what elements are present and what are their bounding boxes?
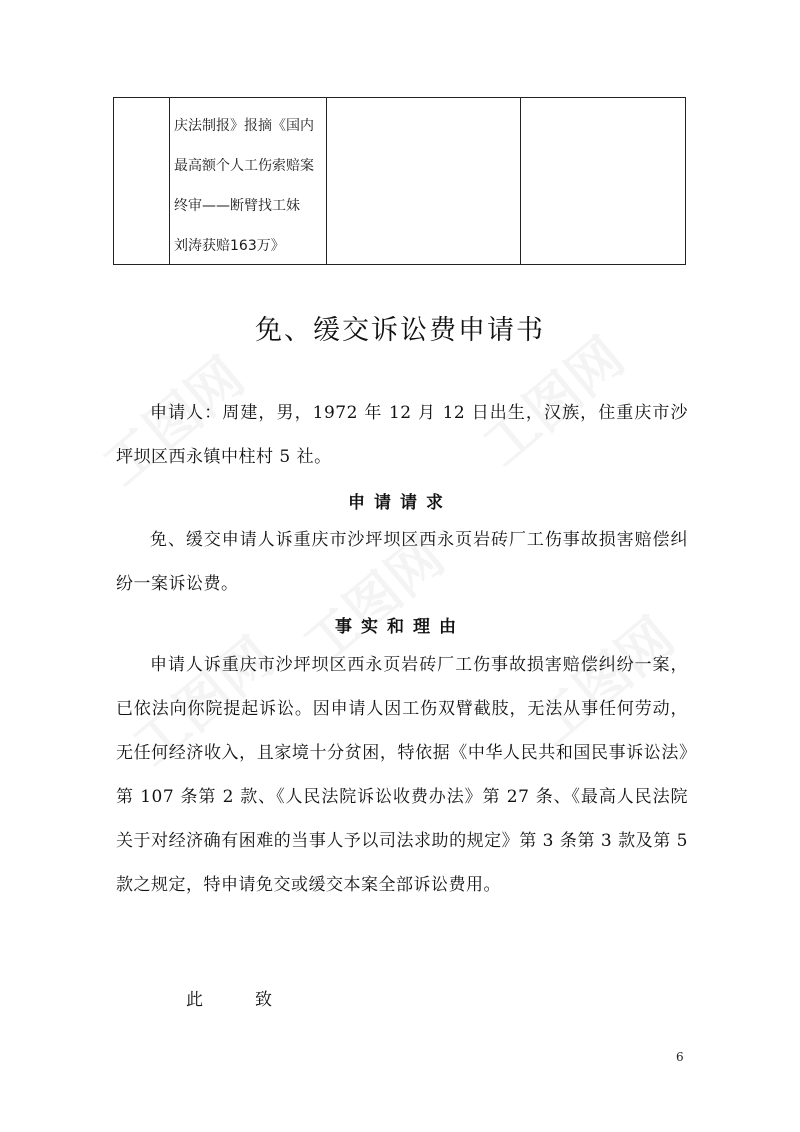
page-number: 6 [676, 1050, 684, 1064]
closing-word: 致 [255, 990, 274, 1010]
evidence-table-fragment [113, 97, 686, 265]
table-column-divider [326, 98, 327, 264]
reason-heading: 事实和理由 [335, 617, 465, 637]
request-paragraph: 免、缓交申请人诉重庆市沙坪坝区西永页岩砖厂工伤事故损害赔偿纠纷一案诉讼费。 [116, 530, 688, 594]
closing-word: 此 [186, 990, 205, 1010]
request-heading: 申请请求 [348, 493, 452, 513]
table-cell-line: 庆法制报》报摘《国内 [174, 118, 314, 134]
table-cell-evidence-name [174, 106, 324, 266]
document-title: 免、缓交诉讼费申请书 [255, 315, 545, 346]
table-cell-line: 刘涛获赔163万》 [174, 238, 285, 254]
reason-paragraph: 申请人诉重庆市沙坪坝区西永页岩砖厂工伤事故损害赔偿纠纷一案，已依法向你院提起诉讼。因申请人因工伤双臂截肢，无法从事任何劳动，无任何经济收入，且家境十分贫困，特依据《中华人民共和国民事诉讼法》第 107 条第 2 款、《人民法院诉讼收费办法》第 27 条、《最高人民法院关于对经济确有困难的当事人予以司法求助的规定》第 3 条第 3 款及第 5 款之规定，特申请免交或缓交本案全部诉讼费用。 [116, 655, 688, 895]
table-cell-line: 终审——断臂找工妹 [174, 198, 300, 214]
closing-salutation [186, 985, 274, 1010]
table-cell-line: 最高额个人工伤索赔案 [174, 158, 314, 174]
table-column-divider [169, 98, 170, 264]
applicant-paragraph: 申请人：周建，男，1972 年 12 月 12 日出生，汉族，住重庆市沙坪坝区西永镇中柱村 5 社。 [116, 403, 688, 467]
table-column-divider [520, 98, 521, 264]
